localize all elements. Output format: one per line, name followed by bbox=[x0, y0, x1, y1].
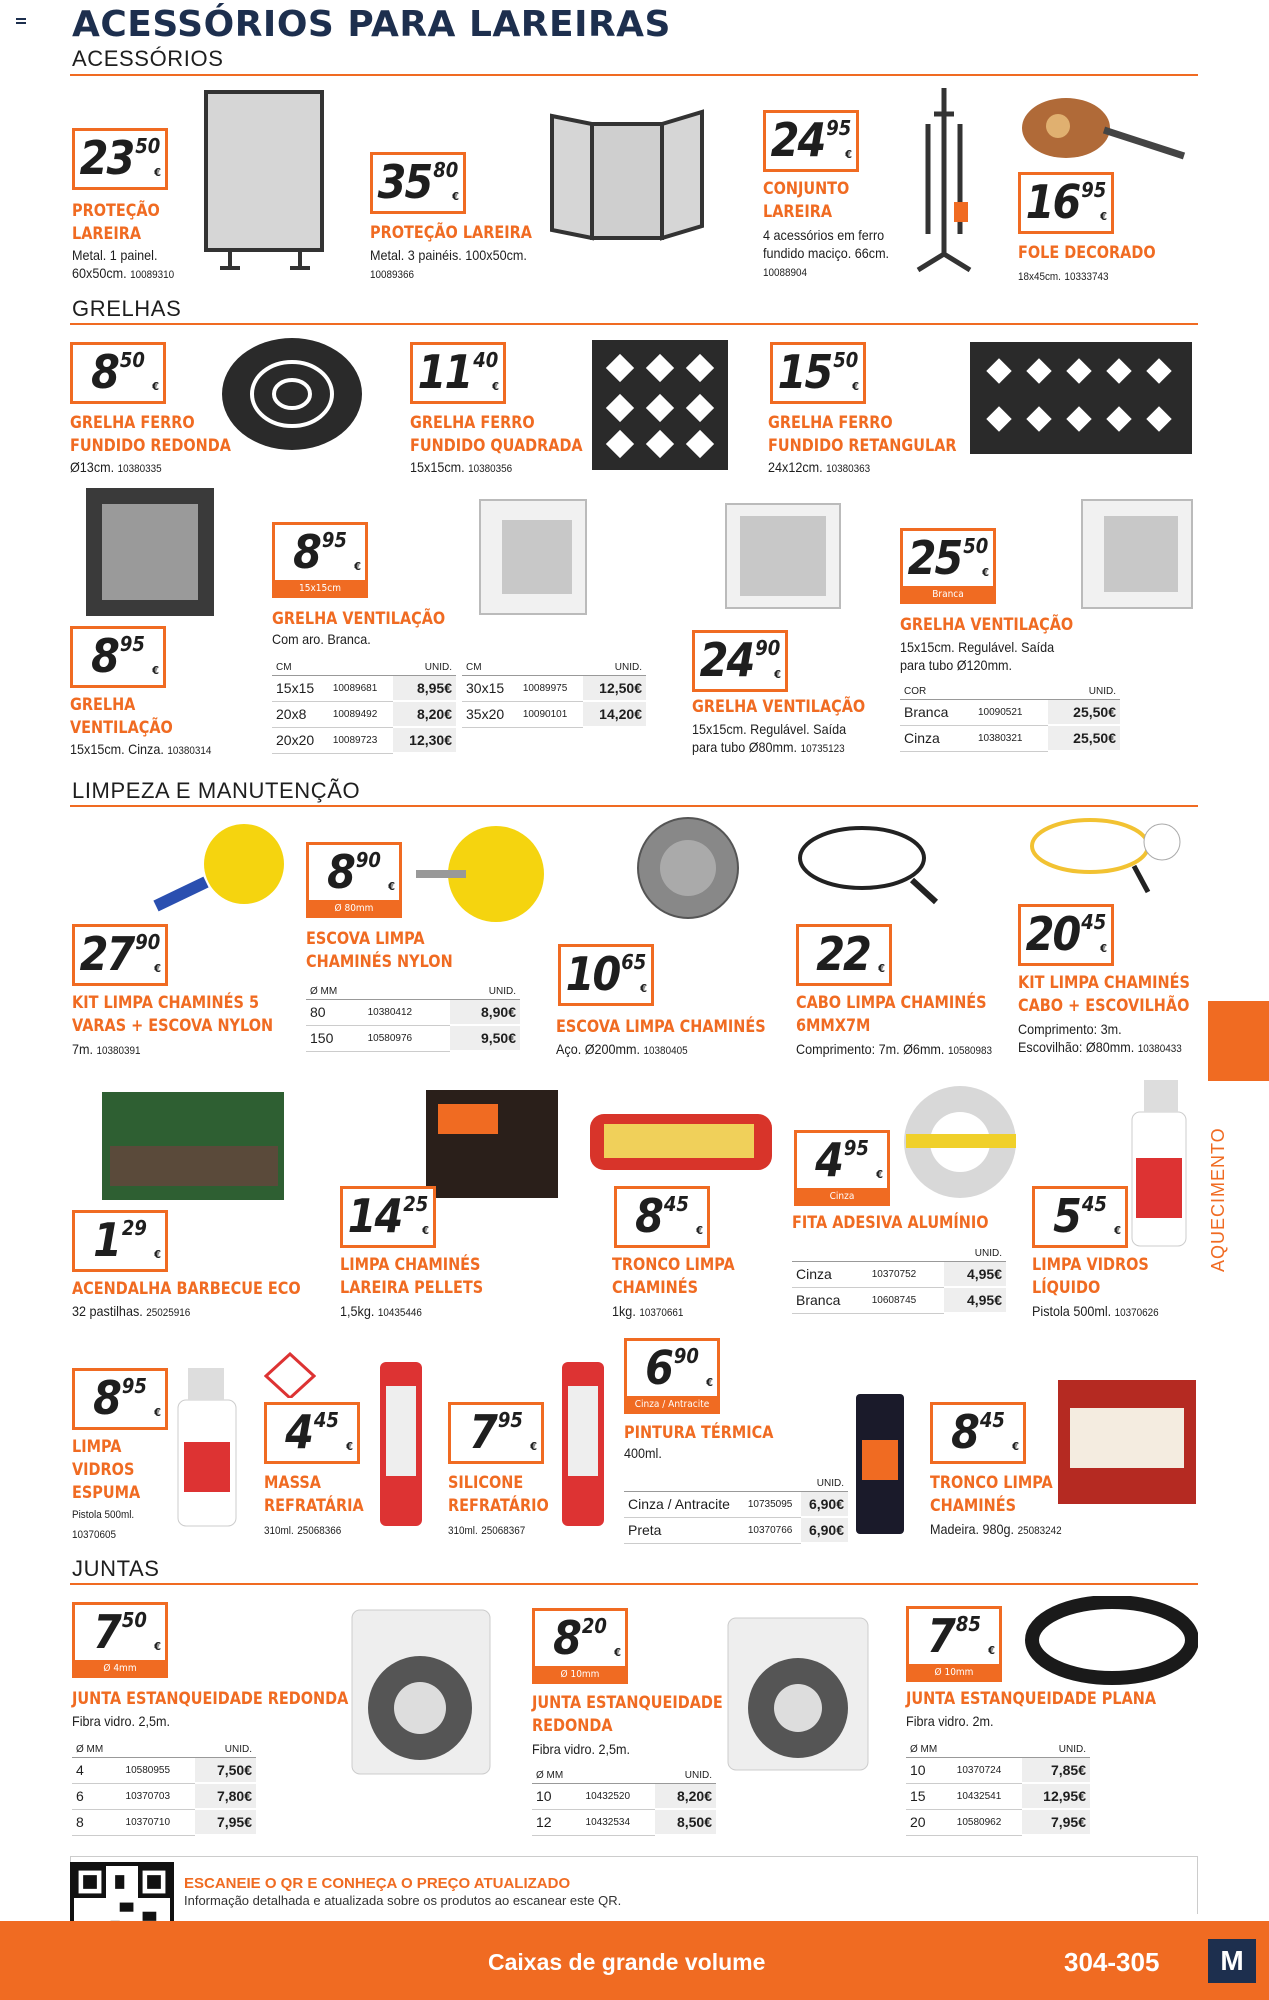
price-tag: 27 90 € bbox=[72, 924, 168, 986]
product-desc: Fibra vidro. 2,5m. bbox=[532, 1741, 631, 1757]
round-gasket-pack-image bbox=[350, 1608, 492, 1776]
table-cell: 9,50€ bbox=[450, 1025, 520, 1051]
price-tag: 4 95 € Cinza bbox=[794, 1130, 890, 1206]
table-row bbox=[306, 1000, 520, 1026]
table-row bbox=[72, 1758, 256, 1784]
table-cell: 30x15 bbox=[462, 676, 519, 702]
table-row bbox=[306, 1025, 520, 1051]
table-cell: COR bbox=[900, 684, 974, 700]
table-cell: Ø MM bbox=[906, 1742, 953, 1758]
table-row bbox=[272, 676, 456, 702]
price-tag: 8 95 € bbox=[72, 1368, 168, 1430]
refractory-mastic-tube-image bbox=[370, 1346, 432, 1530]
table-row bbox=[462, 701, 646, 727]
table-cell: 10090521 bbox=[974, 700, 1048, 726]
price-tag: 24 90 € bbox=[692, 630, 788, 692]
product-name: SILICONE REFRATÁRIO bbox=[448, 1473, 549, 1516]
vent-grille-adjustable-image bbox=[1078, 496, 1196, 612]
table-cell: 6,90€ bbox=[801, 1517, 848, 1543]
spec-table bbox=[272, 660, 456, 754]
table-cell: 10 bbox=[532, 1784, 582, 1810]
table-cell: Ø MM bbox=[72, 1742, 122, 1758]
table-cell: 8,50€ bbox=[655, 1809, 716, 1835]
cable-image bbox=[792, 820, 946, 910]
price-tag: 22 € bbox=[796, 924, 892, 986]
table-row bbox=[624, 1492, 848, 1518]
table-cell: 12,30€ bbox=[393, 727, 456, 753]
product-name: GRELHA FERRO FUNDIDO QUADRADA bbox=[410, 413, 583, 456]
table-cell: Branca bbox=[900, 700, 974, 726]
fire-screen-image bbox=[200, 88, 328, 274]
product-desc: 310ml. 25068366 bbox=[264, 1525, 342, 1537]
spec-table bbox=[462, 660, 646, 728]
price-tag: 8 20 € Ø 10mm bbox=[532, 1608, 628, 1684]
table-row bbox=[792, 1262, 1006, 1288]
product-desc: Comprimento: 7m. Ø6mm. 10580983 bbox=[796, 1041, 993, 1057]
product-desc: Metal. 3 painéis. 100x50cm. 10089366 bbox=[370, 247, 527, 281]
section-divider bbox=[70, 1583, 1198, 1585]
product-desc: 4 acessórios em ferro fundido maciço. 66cm. 10088904 bbox=[763, 227, 890, 279]
vent-grille-grey-image bbox=[84, 486, 216, 618]
bellows-image bbox=[1014, 86, 1190, 176]
section-grelhas: GRELHAS bbox=[72, 296, 182, 321]
product-desc: 18x45cm. 10333743 bbox=[1018, 271, 1109, 283]
product-desc: 15x15cm. Cinza. 10380314 bbox=[70, 741, 212, 757]
table-cell: UNID. bbox=[195, 1742, 256, 1758]
table-cell: UNID. bbox=[1022, 1742, 1090, 1758]
product-desc: 7m. 10380391 bbox=[72, 1041, 141, 1057]
table-cell: 10580955 bbox=[122, 1758, 196, 1784]
table-cell: 7,85€ bbox=[1022, 1758, 1090, 1784]
spec-table bbox=[624, 1476, 848, 1544]
table-cell: Cinza bbox=[900, 725, 974, 751]
product-name: PINTURA TÉRMICA bbox=[624, 1423, 774, 1443]
table-cell: UNID. bbox=[450, 984, 520, 1000]
product-desc: 400ml. bbox=[624, 1445, 662, 1461]
spec-table bbox=[792, 1246, 1006, 1314]
table-cell bbox=[953, 1742, 1023, 1758]
pellet-cleaner-box-image bbox=[424, 1088, 560, 1200]
product-name: FOLE DECORADO bbox=[1018, 243, 1156, 263]
product-name: LIMPA VIDROS LÍQUIDO bbox=[1032, 1255, 1149, 1298]
table-row bbox=[906, 1783, 1090, 1809]
price-tag: 23 50 € bbox=[72, 128, 168, 190]
price-tag: 35 80 € bbox=[370, 152, 466, 214]
price-tag: 7 85 € Ø 10mm bbox=[906, 1606, 1002, 1682]
table-cell: 25,50€ bbox=[1048, 700, 1120, 726]
product-desc: 15x15cm. Regulável. Saída para tubo Ø80mm. 10735123 bbox=[692, 721, 847, 755]
product-name: LIMPA CHAMINÉS LAREIRA PELLETS bbox=[340, 1255, 484, 1298]
table-cell: 80 bbox=[306, 1000, 364, 1026]
cleaning-log-box-image bbox=[1056, 1378, 1198, 1506]
product-name: TRONCO LIMPA CHAMINÉS bbox=[930, 1473, 1053, 1516]
product-name: FITA ADESIVA ALUMÍNIO bbox=[792, 1213, 989, 1233]
table-row bbox=[906, 1809, 1090, 1835]
table-cell: 6 bbox=[72, 1783, 122, 1809]
table-cell: 10370710 bbox=[122, 1809, 196, 1835]
fireplace-tool-set-image bbox=[898, 84, 988, 284]
aluminium-tape-image bbox=[896, 1082, 1026, 1202]
price-tag: 8 95 € bbox=[70, 626, 166, 688]
fire-screen-3-panel-image bbox=[548, 104, 706, 250]
table-cell: 10370752 bbox=[868, 1262, 944, 1288]
product-desc: Pistola 500ml. 10370605 bbox=[72, 1509, 135, 1541]
product-name: GRELHA FERRO FUNDIDO REDONDA bbox=[70, 413, 231, 456]
price-tag: 16 95 € bbox=[1018, 172, 1114, 234]
table-cell: 12,50€ bbox=[583, 676, 646, 702]
table-cell: Cinza / Antracite bbox=[624, 1492, 744, 1518]
rectangular-grate-image bbox=[968, 340, 1194, 456]
flat-gasket-roll-image bbox=[1024, 1596, 1198, 1688]
table-cell: 4,95€ bbox=[944, 1262, 1006, 1288]
table-cell: 10089723 bbox=[329, 727, 394, 753]
product-name: PROTEÇÃO LAREIRA bbox=[72, 201, 160, 244]
table-cell: UNID. bbox=[583, 660, 646, 676]
steel-brush-image bbox=[634, 814, 742, 924]
product-name: KIT LIMPA CHAMINÉS 5 VARAS + ESCOVA NYLON bbox=[72, 993, 274, 1036]
table-cell: UNID. bbox=[1048, 684, 1120, 700]
spec-table bbox=[906, 1742, 1090, 1836]
table-cell: 12 bbox=[532, 1809, 582, 1835]
price-tag: 15 50 € bbox=[770, 342, 866, 404]
nylon-brush-image bbox=[410, 818, 558, 930]
hazard-pictogram-icon bbox=[264, 1352, 316, 1398]
brand-mark bbox=[16, 18, 26, 24]
table-cell: 10432534 bbox=[582, 1809, 656, 1835]
footer-bar bbox=[0, 1921, 1269, 2000]
square-grate-image bbox=[590, 338, 730, 472]
footer-caption: Caixas de grande volume bbox=[488, 1949, 766, 1975]
section-divider bbox=[70, 805, 1198, 807]
table-cell: UNID. bbox=[801, 1476, 848, 1492]
table-cell: 4,95€ bbox=[944, 1287, 1006, 1313]
price-tag: 8 45 € bbox=[614, 1186, 710, 1248]
table-cell: Ø MM bbox=[306, 984, 364, 1000]
section-limpeza: LIMPEZA E MANUTENÇÃO bbox=[72, 778, 361, 803]
product-name: ESCOVA LIMPA CHAMINÉS bbox=[556, 1017, 766, 1037]
product-name: GRELHA VENTILAÇÃO bbox=[272, 609, 446, 629]
category-tab bbox=[1208, 1001, 1269, 1081]
thermal-paint-can-image bbox=[852, 1380, 908, 1538]
foam-cleaner-bottle-image bbox=[170, 1360, 244, 1530]
spec-table bbox=[532, 1768, 716, 1836]
product-desc: Aço. Ø200mm. 10380405 bbox=[556, 1041, 688, 1057]
table-cell bbox=[792, 1246, 868, 1262]
product-desc: Comprimento: 3m. Escovilhão: Ø80mm. 10380433 bbox=[1018, 1021, 1182, 1055]
table-cell: 8 bbox=[72, 1809, 122, 1835]
category-label: AQUECIMENTO bbox=[1208, 1127, 1228, 1273]
table-cell: 10370724 bbox=[953, 1758, 1023, 1784]
table-cell bbox=[364, 984, 450, 1000]
product-desc: 1,5kg. 10435446 bbox=[340, 1303, 422, 1319]
table-row bbox=[72, 1809, 256, 1835]
glass-cleaner-bottle-image bbox=[1118, 1072, 1198, 1250]
product-name: JUNTA ESTANQUEIDADE REDONDA bbox=[72, 1689, 349, 1709]
product-name: CONJUNTO LAREIRA bbox=[763, 179, 850, 222]
product-desc: 310ml. 25068367 bbox=[448, 1525, 526, 1537]
round-gasket-pack-image bbox=[726, 1616, 870, 1772]
product-desc: Com aro. Branca. bbox=[272, 631, 371, 647]
table-row bbox=[900, 725, 1120, 751]
table-cell: 10370766 bbox=[744, 1517, 801, 1543]
table-cell: 15 bbox=[906, 1783, 953, 1809]
price-tag: 10 65 € bbox=[558, 944, 654, 1006]
table-cell: Preta bbox=[624, 1517, 744, 1543]
qr-title: ESCANEIE O QR E CONHEÇA O PREÇO ATUALIZADO bbox=[184, 1875, 571, 1892]
price-tag: 5 45 € bbox=[1032, 1186, 1128, 1248]
section-acessorios: ACESSÓRIOS bbox=[72, 46, 224, 71]
table-cell: 10735095 bbox=[744, 1492, 801, 1518]
table-row bbox=[624, 1517, 848, 1543]
product-desc: Madeira. 980g. 25083242 bbox=[930, 1521, 1062, 1537]
table-cell: 6,90€ bbox=[801, 1492, 848, 1518]
table-cell: UNID. bbox=[944, 1246, 1006, 1262]
spec-table bbox=[72, 1742, 256, 1836]
table-cell: 35x20 bbox=[462, 701, 519, 727]
table-cell: 25,50€ bbox=[1048, 725, 1120, 751]
page-title: ACESSÓRIOS PARA LAREIRAS bbox=[72, 4, 671, 45]
table-cell: Cinza bbox=[792, 1262, 868, 1288]
chimney-brush-kit-image bbox=[146, 820, 290, 930]
product-desc: 32 pastilhas. 25025916 bbox=[72, 1303, 191, 1319]
price-tag: 4 45 € bbox=[264, 1402, 360, 1464]
price-tag: 1 29 € bbox=[72, 1210, 168, 1272]
price-tag: 24 95 € bbox=[763, 110, 859, 172]
price-tag: 25 50 € Branca bbox=[900, 528, 996, 604]
table-cell: 10089975 bbox=[519, 676, 584, 702]
section-divider bbox=[70, 74, 1198, 76]
table-cell: 10580976 bbox=[364, 1025, 450, 1051]
table-cell bbox=[744, 1476, 801, 1492]
cleaning-log-image bbox=[588, 1104, 774, 1180]
table-row bbox=[532, 1809, 716, 1835]
table-cell bbox=[329, 660, 394, 676]
price-tag: 20 45 € bbox=[1018, 904, 1114, 966]
product-name: ESCOVA LIMPA CHAMINÉS NYLON bbox=[306, 929, 453, 972]
brand-logo: M bbox=[1208, 1939, 1256, 1983]
product-desc: 1kg. 10370661 bbox=[612, 1303, 684, 1319]
table-cell: 10380412 bbox=[364, 1000, 450, 1026]
product-name: JUNTA ESTANQUEIDADE PLANA bbox=[906, 1689, 1157, 1709]
table-cell: 10608745 bbox=[868, 1287, 944, 1313]
product-desc: 24x12cm. 10380363 bbox=[768, 459, 871, 475]
table-cell: 7,80€ bbox=[195, 1783, 256, 1809]
product-name: GRELHA VENTILAÇÃO bbox=[900, 615, 1074, 635]
price-tag: 7 95 € bbox=[448, 1402, 544, 1464]
product-desc: Fibra vidro. 2m. bbox=[906, 1713, 994, 1729]
product-desc: Pistola 500ml. 10370626 bbox=[1032, 1303, 1159, 1319]
price-tag: 8 50 € bbox=[70, 342, 166, 404]
table-cell: 7,50€ bbox=[195, 1758, 256, 1784]
price-tag: 7 50 € Ø 4mm bbox=[72, 1602, 168, 1678]
product-desc: Fibra vidro. 2,5m. bbox=[72, 1713, 171, 1729]
round-grate-image bbox=[218, 334, 368, 454]
product-desc: 15x15cm. Regulável. Saída para tubo Ø120mm. bbox=[900, 639, 1055, 673]
price-tag: 8 90 € Ø 80mm bbox=[306, 842, 402, 918]
price-tag: 8 95 € 15x15cm bbox=[272, 522, 368, 598]
firelighter-box-image bbox=[100, 1090, 286, 1202]
table-row bbox=[462, 676, 646, 702]
table-cell bbox=[582, 1768, 656, 1784]
table-cell: 10380321 bbox=[974, 725, 1048, 751]
product-name: GRELHA VENTILAÇÃO bbox=[70, 695, 173, 738]
table-row bbox=[272, 727, 456, 753]
table-cell: 20x8 bbox=[272, 701, 329, 727]
table-cell bbox=[868, 1246, 944, 1262]
section-divider bbox=[70, 323, 1198, 325]
table-cell: 10580962 bbox=[953, 1809, 1023, 1835]
table-row bbox=[272, 701, 456, 727]
table-cell: 8,90€ bbox=[450, 1000, 520, 1026]
table-cell bbox=[122, 1742, 196, 1758]
table-cell: 20 bbox=[906, 1809, 953, 1835]
vent-grille-white-image bbox=[722, 500, 844, 612]
table-cell: 8,95€ bbox=[393, 676, 456, 702]
table-cell: 10089492 bbox=[329, 701, 394, 727]
table-cell: 10432520 bbox=[582, 1784, 656, 1810]
cable-brush-kit-image bbox=[1024, 812, 1184, 902]
product-name: TRONCO LIMPA CHAMINÉS bbox=[612, 1255, 735, 1298]
product-name: ACENDALHA BARBECUE ECO bbox=[72, 1279, 301, 1299]
price-tag: 14 25 € bbox=[340, 1186, 436, 1248]
product-name: GRELHA VENTILAÇÃO bbox=[692, 697, 866, 717]
table-cell bbox=[624, 1476, 744, 1492]
table-cell: 20x20 bbox=[272, 727, 329, 753]
table-cell: UNID. bbox=[393, 660, 456, 676]
product-desc: Metal. 1 painel. 60x50cm. 10089310 bbox=[72, 247, 175, 281]
section-juntas: JUNTAS bbox=[72, 1556, 160, 1581]
table-cell: 7,95€ bbox=[1022, 1809, 1090, 1835]
price-tag: 6 90 € Cinza / Antracite bbox=[624, 1338, 720, 1414]
table-cell: 10 bbox=[906, 1758, 953, 1784]
product-name: GRELHA FERRO FUNDIDO RETANGULAR bbox=[768, 413, 957, 456]
table-cell: 8,20€ bbox=[655, 1784, 716, 1810]
table-row bbox=[906, 1758, 1090, 1784]
spec-table bbox=[900, 684, 1120, 752]
product-name: PROTEÇÃO LAREIRA bbox=[370, 223, 532, 243]
table-cell: 10370703 bbox=[122, 1783, 196, 1809]
table-cell: 8,20€ bbox=[393, 701, 456, 727]
refractory-silicone-tube-image bbox=[552, 1346, 614, 1530]
table-row bbox=[792, 1287, 1006, 1313]
product-name: JUNTA ESTANQUEIDADE REDONDA bbox=[532, 1693, 723, 1736]
vent-grille-white-frame-image bbox=[476, 496, 590, 618]
product-name: MASSA REFRATÁRIA bbox=[264, 1473, 364, 1516]
table-row bbox=[72, 1783, 256, 1809]
table-cell bbox=[974, 684, 1048, 700]
price-tag: 8 45 € bbox=[930, 1402, 1026, 1464]
price-tag: 11 40 € bbox=[410, 342, 506, 404]
product-name: CABO LIMPA CHAMINÉS 6MMX7M bbox=[796, 993, 987, 1036]
table-cell: CM bbox=[272, 660, 329, 676]
table-cell: Branca bbox=[792, 1287, 868, 1313]
spec-table bbox=[306, 984, 520, 1052]
table-cell: 10089681 bbox=[329, 676, 394, 702]
table-row bbox=[532, 1784, 716, 1810]
table-cell: 12,95€ bbox=[1022, 1783, 1090, 1809]
table-cell: 14,20€ bbox=[583, 701, 646, 727]
table-cell: 4 bbox=[72, 1758, 122, 1784]
table-cell: 10090101 bbox=[519, 701, 584, 727]
product-desc: Ø13cm. 10380335 bbox=[70, 459, 162, 475]
table-cell: UNID. bbox=[655, 1768, 716, 1784]
product-desc: 15x15cm. 10380356 bbox=[410, 459, 513, 475]
table-cell: 150 bbox=[306, 1025, 364, 1051]
page-numbers: 304-305 bbox=[1064, 1947, 1160, 1977]
table-cell: 15x15 bbox=[272, 676, 329, 702]
table-cell bbox=[519, 660, 584, 676]
product-name: LIMPA VIDROS ESPUMA bbox=[72, 1437, 141, 1503]
table-cell: 7,95€ bbox=[195, 1809, 256, 1835]
qr-subtitle: Informação detalhada e atualizada sobre os produtos ao escanear este QR. bbox=[184, 1893, 622, 1908]
table-cell: 10432541 bbox=[953, 1783, 1023, 1809]
table-cell: CM bbox=[462, 660, 519, 676]
table-row bbox=[900, 700, 1120, 726]
product-name: KIT LIMPA CHAMINÉS CABO + ESCOVILHÃO bbox=[1018, 973, 1190, 1016]
table-cell: Ø MM bbox=[532, 1768, 582, 1784]
